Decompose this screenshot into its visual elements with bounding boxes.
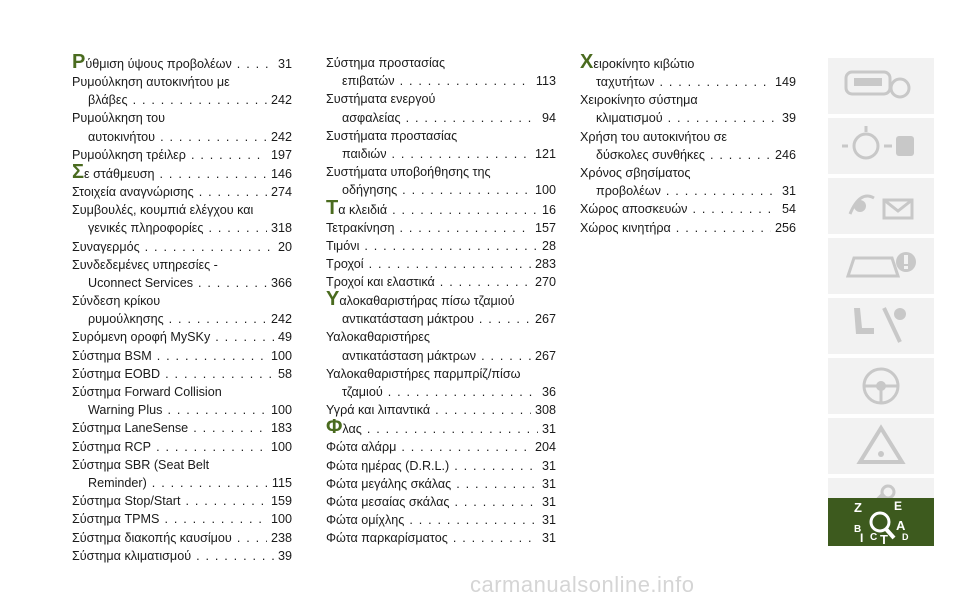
dot-leader <box>705 146 771 164</box>
index-entry-label-rest: ειροκίνητο κιβώτιο <box>593 57 695 71</box>
page-number: 204 <box>534 440 556 455</box>
index-entry-label: Χώρος κινητήρα <box>580 220 671 235</box>
dot-leader <box>194 183 267 201</box>
dot-leader <box>188 419 267 437</box>
index-letter-entry[interactable] <box>326 416 556 439</box>
index-entry-text: Σύστημα προστασίας <box>326 56 446 70</box>
dot-leader <box>395 219 531 237</box>
index-entry-label: ταχυτήτων <box>596 75 655 89</box>
index-letter-glyph: Z <box>854 500 862 515</box>
index-entry-label-rest: αλοκαθαριστήρας πίσω τζαμιού <box>339 294 515 309</box>
index-entry-label: Σύστημα TPMS <box>72 512 160 527</box>
index-entry-label <box>72 51 232 73</box>
index-letter-glyph: C <box>870 532 878 543</box>
page-number: 318 <box>270 221 292 236</box>
car-dashboard-icon <box>840 64 922 108</box>
dot-leader <box>383 383 538 401</box>
dot-leader <box>164 310 267 328</box>
index-entry[interactable] <box>72 91 292 109</box>
index-entry-text: Ρυμούλκηση αυτοκινήτου με <box>72 75 230 89</box>
dot-leader <box>203 219 267 237</box>
index-entry-label: δύσκολες συνθήκες <box>596 147 706 162</box>
index-entry-label: τζαμιού <box>342 385 383 399</box>
dot-leader <box>661 182 778 200</box>
page-number: 28 <box>541 238 556 253</box>
index-entry[interactable] <box>72 401 292 419</box>
index-entry-label: ασφαλείας <box>342 110 401 125</box>
index-letter-glyph: B <box>854 524 862 535</box>
index-entry-label: Σύστημα EOBD <box>72 366 161 381</box>
dot-leader <box>476 347 531 365</box>
dot-leader <box>232 529 267 547</box>
index-entry-label: Τετρακίνηση <box>326 220 395 235</box>
index-letter-entry[interactable] <box>326 288 556 311</box>
index-column-2 <box>326 54 556 548</box>
page-number: 100 <box>270 348 292 363</box>
section-initial-letter: Υ <box>326 288 340 311</box>
dot-leader <box>671 219 771 237</box>
dot-leader <box>159 510 267 528</box>
index-entry[interactable] <box>326 511 556 529</box>
index-entry-text: Υαλοκαθαριστήρες <box>326 330 430 345</box>
index-entry-text: Χρήση του αυτοκινήτου σε <box>580 129 727 144</box>
page-number: 242 <box>270 93 292 108</box>
index-entry[interactable] <box>326 383 556 401</box>
index-entry[interactable] <box>72 419 292 437</box>
page-number: 159 <box>270 494 292 509</box>
index-letter-glyph: T <box>880 532 888 544</box>
dot-leader <box>152 347 267 365</box>
index-entry[interactable] <box>326 72 556 90</box>
tab-alphabetical-index[interactable] <box>828 498 934 546</box>
index-entry[interactable] <box>326 219 556 237</box>
index-entry[interactable] <box>72 547 292 565</box>
page-number: 39 <box>277 548 292 563</box>
index-entry-text: Ρυμούλκηση του <box>72 111 165 126</box>
index-entry-label: Τιμόνι <box>326 238 360 253</box>
index-entry-text: Συστήματα προστασίας <box>326 128 458 143</box>
page-number: 115 <box>271 475 292 490</box>
index-entry[interactable] <box>326 401 556 419</box>
dot-leader <box>147 474 268 492</box>
index-entry[interactable] <box>72 492 292 510</box>
dot-leader <box>387 201 538 219</box>
page-number: 283 <box>534 256 556 271</box>
index-entry-label: Στοιχεία αναγνώρισης <box>72 184 194 199</box>
dot-leader <box>474 310 531 328</box>
index-entry-label: Ρυμούλκηση τρέιλερ <box>72 147 186 162</box>
page-number: 308 <box>534 403 556 418</box>
index-entry[interactable] <box>326 273 556 291</box>
index-entry-text: Συμβουλές, κουμπιά ελέγχου και <box>72 203 254 218</box>
index-entry-label: Warning Plus <box>88 403 163 418</box>
index-entry[interactable] <box>72 274 292 292</box>
tab-driving[interactable] <box>828 358 934 414</box>
dot-leader <box>404 511 538 529</box>
dot-leader <box>362 420 538 438</box>
page-number: 36 <box>541 385 556 399</box>
page-number: 113 <box>535 74 556 89</box>
dot-leader <box>450 493 538 511</box>
page-number: 31 <box>541 422 556 437</box>
page-number: 58 <box>277 366 292 381</box>
index-entry[interactable] <box>72 365 292 383</box>
index-entry-label: παιδιών <box>342 146 387 161</box>
page-number: 238 <box>270 530 292 545</box>
index-entry-label <box>326 416 362 439</box>
index-entry[interactable] <box>326 457 556 475</box>
index-entry[interactable] <box>326 438 556 456</box>
index-entry[interactable] <box>326 529 556 547</box>
index-entry-text: Σύστημα SBR (Seat Belt <box>72 457 210 472</box>
index-entry-label: οδήγησης <box>342 183 398 198</box>
page-number: 49 <box>277 330 292 345</box>
tab-warning-lights[interactable] <box>828 118 934 174</box>
section-initial-letter: Σ <box>72 160 85 183</box>
dot-leader <box>364 255 531 273</box>
index-entry-label <box>326 196 388 219</box>
section-initial-letter: Χ <box>580 51 594 73</box>
car-exclamation-icon <box>840 244 922 288</box>
tab-emergency-situations[interactable] <box>828 418 934 474</box>
index-letter-glyph: A <box>896 518 906 533</box>
section-initial-letter: Ρ <box>72 51 86 73</box>
dot-leader <box>193 274 267 292</box>
dot-leader <box>359 237 538 255</box>
index-entry-label: Χώρος αποσκευών <box>580 202 688 217</box>
dot-leader <box>387 145 531 163</box>
index-entry[interactable] <box>72 219 292 237</box>
index-entry-label: αυτοκινήτου <box>88 129 156 144</box>
index-entry-label: Συρόμενη οροφή MySKy <box>72 330 211 345</box>
dot-leader <box>232 55 274 73</box>
page-number: 31 <box>541 494 556 509</box>
dot-leader <box>396 438 531 456</box>
index-letter-glyph: I <box>860 531 864 544</box>
index-entry-label: Υγρά και λιπαντικά <box>326 403 431 418</box>
tab-lights[interactable] <box>828 178 934 234</box>
index-entry-label-rest: ύθμιση ύψους προβολέων <box>85 57 232 71</box>
index-letter-entry[interactable] <box>326 196 556 219</box>
index-letter-entry[interactable] <box>72 51 292 73</box>
page-number: 267 <box>534 312 556 327</box>
dot-leader <box>128 91 267 109</box>
index-entry[interactable] <box>580 146 796 164</box>
index-letter-glyph: D <box>902 532 909 542</box>
index-entry-label: Σύστημα Stop/Start <box>72 494 181 509</box>
seat-safety-icon <box>840 304 922 348</box>
index-entry-label: αντικατάσταση μάκτρων <box>342 348 477 363</box>
index-entry-label: Φώτα μεγάλης σκάλας <box>326 476 452 491</box>
index-entry[interactable] <box>72 238 292 256</box>
index-entry[interactable] <box>72 510 292 528</box>
page-number: 100 <box>270 403 292 418</box>
tab-dashboard[interactable] <box>828 58 934 114</box>
page-number: 242 <box>270 129 292 144</box>
warning-lights-icon <box>840 124 922 168</box>
index-entry[interactable] <box>72 183 292 201</box>
index-entry[interactable] <box>72 146 292 164</box>
index-letter-entry[interactable] <box>580 51 796 73</box>
index-entry[interactable] <box>326 181 556 199</box>
dot-leader <box>663 109 778 127</box>
page-number: 31 <box>277 57 292 71</box>
page-number: 274 <box>270 184 292 199</box>
index-entry[interactable] <box>72 347 292 365</box>
warning-triangle-icon <box>840 424 922 468</box>
index-column-3 <box>580 51 796 237</box>
dot-leader <box>435 273 531 291</box>
light-mail-icon <box>840 184 922 228</box>
index-entry-label: Σύστημα κλιματισμού <box>72 548 192 563</box>
dot-leader <box>186 146 267 164</box>
dot-leader <box>430 401 531 419</box>
page-number: 31 <box>541 531 556 546</box>
index-entry-label: Τροχοί <box>326 256 364 271</box>
index-entry-text: Συστήματα υποβοήθησης της <box>326 165 491 180</box>
index-entry-label: κλιματισμού <box>596 111 663 126</box>
alphabetical-index-icon <box>840 500 922 544</box>
index-entry[interactable] <box>326 475 556 493</box>
index-entry-label <box>72 160 155 183</box>
page-number: 100 <box>270 512 292 527</box>
dot-leader <box>191 547 274 565</box>
index-entry-text: Υαλοκαθαριστήρες παρμπρίζ/πίσω <box>326 366 521 381</box>
index-entry[interactable] <box>326 255 556 273</box>
page-number: 20 <box>277 239 292 254</box>
index-entry-label: Φώτα ημέρας (D.R.L.) <box>326 458 450 473</box>
dot-leader <box>155 165 267 183</box>
index-entry[interactable] <box>580 73 796 91</box>
index-letter-entry[interactable] <box>72 160 292 183</box>
dot-leader <box>160 365 274 383</box>
dot-leader <box>210 328 274 346</box>
index-entry-label: αντικατάσταση μάκτρου <box>342 312 474 327</box>
page-number: 31 <box>541 476 556 491</box>
page-number: 197 <box>270 147 292 162</box>
page-number: 366 <box>270 275 292 290</box>
index-entry-text: Χειροκίνητο σύστημα <box>580 93 698 108</box>
page-number: 31 <box>781 184 796 199</box>
dot-leader <box>140 238 274 256</box>
index-entry[interactable] <box>580 109 796 127</box>
page-number: 16 <box>541 202 556 217</box>
index-entry[interactable] <box>72 474 292 492</box>
index-entry[interactable] <box>326 310 556 328</box>
index-entry[interactable] <box>580 200 796 218</box>
watermark: carmanualsonline.info <box>470 572 695 597</box>
index-entry-label: Uconnect Services <box>88 275 193 290</box>
tab-safety[interactable] <box>828 298 934 354</box>
dot-leader <box>449 457 538 475</box>
index-entry-text: Συνδεδεμένες υπηρεσίες - <box>72 257 218 272</box>
section-initial-letter: Τ <box>326 196 339 219</box>
page-number: 100 <box>270 439 292 454</box>
index-entry-label: Τροχοί και ελαστικά <box>326 275 435 290</box>
index-entry[interactable] <box>72 310 292 328</box>
index-entry-label: ρυμούλκησης <box>88 312 164 327</box>
index-entry-label-rest: ε στάθμευση <box>84 166 155 181</box>
index-entry[interactable] <box>326 347 556 365</box>
page-number: 256 <box>774 220 796 235</box>
dot-leader <box>687 200 778 218</box>
page-number: 121 <box>534 146 556 161</box>
dot-leader <box>654 73 771 91</box>
steering-wheel-icon <box>840 364 922 408</box>
page-number: 270 <box>534 275 556 290</box>
dot-leader <box>401 109 538 127</box>
index-entry[interactable] <box>326 237 556 255</box>
index-entry-text: Σύνδεση κρίκου <box>72 294 161 309</box>
index-entry[interactable] <box>326 145 556 163</box>
index-entry-text: Χρόνος σβησίματος <box>580 165 691 180</box>
page-number: 31 <box>541 458 556 473</box>
page-number: 146 <box>270 166 292 181</box>
page-number: 100 <box>534 183 556 198</box>
dot-leader <box>397 181 531 199</box>
page-number: 157 <box>534 220 556 235</box>
index-entry-label: Συναγερμός <box>72 239 140 254</box>
index-entry-label: προβολέων <box>596 184 661 199</box>
tab-emergency[interactable] <box>828 238 934 294</box>
index-entry-label: γενικές πληροφορίες <box>88 221 204 236</box>
page-number: 267 <box>534 348 556 363</box>
dot-leader <box>155 128 267 146</box>
section-initial-letter: Φ <box>326 416 343 439</box>
index-entry-label: επιβατών <box>342 74 395 89</box>
index-entry-text: Σύστημα Forward Collision <box>72 385 222 399</box>
index-entry-label: Φώτα αλάρμ <box>326 440 397 455</box>
index-entry[interactable] <box>72 438 292 456</box>
index-letter-glyph: E <box>894 500 903 513</box>
index-entry-label: Σύστημα BSM <box>72 348 152 363</box>
index-entry[interactable] <box>72 128 292 146</box>
index-entry-label-rest: α κλειδιά <box>338 202 388 217</box>
index-entry[interactable] <box>326 493 556 511</box>
page-number: 246 <box>774 147 796 162</box>
dot-leader <box>451 475 538 493</box>
index-entry-label-rest: λας <box>342 422 362 437</box>
index-entry-label: Σύστημα LaneSense <box>72 421 189 436</box>
index-entry-text: Συστήματα ενεργού <box>326 92 436 107</box>
dot-leader <box>448 529 538 547</box>
index-entry-label: Φώτα ομίχλης <box>326 513 405 528</box>
dot-leader <box>395 72 532 90</box>
index-entry-label <box>326 288 515 311</box>
index-entry[interactable] <box>580 182 796 200</box>
page-number: 39 <box>781 111 796 126</box>
index-entry-label: Σύστημα RCP <box>72 439 152 454</box>
dot-leader <box>151 438 267 456</box>
page-number: 242 <box>270 312 292 327</box>
index-entry-label: Φώτα μεσαίας σκάλας <box>326 494 450 509</box>
index-column-1 <box>72 51 292 565</box>
page-number: 31 <box>541 513 556 528</box>
index-entry-label: Σύστημα διακοπής καυσίμου <box>72 530 232 545</box>
page-number: 183 <box>270 421 292 436</box>
index-entry-label: βλάβες <box>88 93 128 108</box>
page-number: 149 <box>774 75 796 89</box>
index-entry-label: Reminder) <box>88 475 147 490</box>
index-entry[interactable] <box>580 219 796 237</box>
index-entry-label <box>580 51 695 73</box>
dot-leader <box>162 401 267 419</box>
index-entry[interactable] <box>326 109 556 127</box>
dot-leader <box>180 492 267 510</box>
page-number: 54 <box>781 202 796 217</box>
page-number: 94 <box>541 110 556 125</box>
index-entry[interactable] <box>72 529 292 547</box>
index-entry-label: Φώτα παρκαρίσματος <box>326 531 448 546</box>
index-entry[interactable] <box>72 328 292 346</box>
